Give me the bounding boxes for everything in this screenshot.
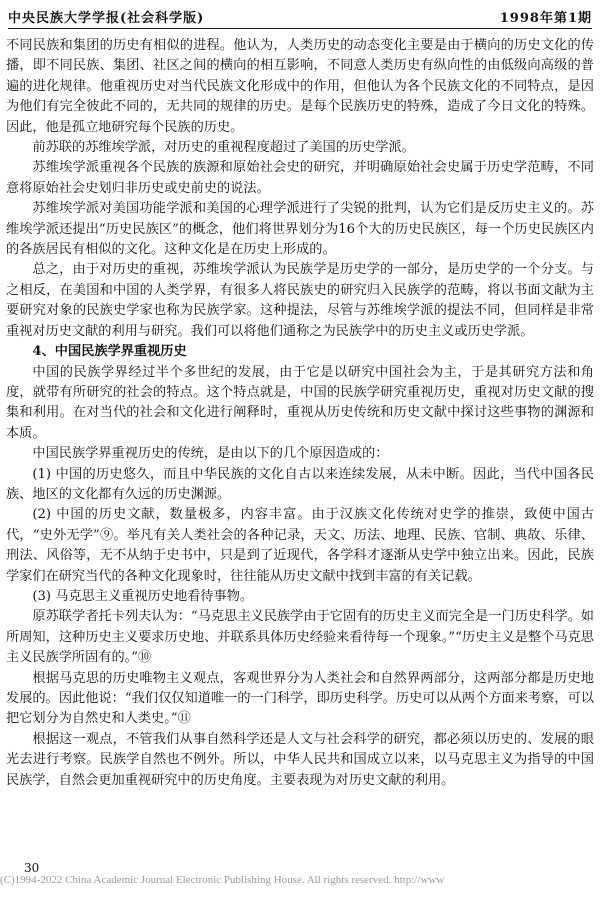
paragraph: 中国民族学界重视历史的传统，是由以下的几个原因造成的： xyxy=(32,446,389,462)
paragraph: 根据马克思的历史唯物主义观点，客观世界分为人类社会和自然界两部分，这两部分都是历史地发展的。因此他说：“我们仅仅知道唯一的一门科学，即历史科学。历史可以从两个方面来考察，可以把它划分为自然史和人类史。”⑪ xyxy=(6,670,594,727)
paragraph: 总之，由于对历史的重视，苏维埃学派认为民族学是历史学的一部分，是历史学的一个分支。与之相反，在美国和中国的人类学界，有很多人将民族史的研究归入民族学的范畴，将以书面文献为主要研究对象的民族史学家也称为民族学家。这种提法，尽管与苏维埃学派的提法不同，但同样是非常重视对历史文献的利用与研究。我们可以将他们通称之为民族学中的历史主义或历史学派。 xyxy=(6,262,594,339)
paragraph: (3) 马克思主义重视历史地看待事物。 xyxy=(32,588,254,604)
journal-title: 中央民族大学学报(社会科学版) xyxy=(8,11,205,26)
running-header xyxy=(8,6,592,29)
paragraph: 原苏联学者托卡列夫认为：“马克思主义民族学由于它固有的历史主义而完全是一门历史科学。如所周知，这种历史主义要求历史地、并联系具体历史经验来看待每一个现象。”“历史主义是整个马克思主义民族学所固有的。”⑩ xyxy=(6,609,594,666)
paragraph: 不同民族和集团的历史有相似的进程。他认为，人类历史的动态变化主要是由于横向的历史文化的传播，即不同民族、集团、社区之间的横向的相互影响，不同意人类历史有纵向性的由低级向高级的普遍的进化规律。他重视历史对当代民族文化形成中的作用，但他认为各个民族文化的不同特点，是因为他们有完全彼此不同的，无共同的规律的历史。是每个民族历史的特殊，造成了今日文化的特殊。因此，他是孤立地研究每个民族的历史。 xyxy=(6,38,594,135)
paragraph: (1) 中国的历史悠久，而且中华民族的文化自古以来连续发展，从未中断。因此，当代中国各民族、地区的文化都有久远的历史渊源。 xyxy=(6,466,594,502)
section-heading: 4、中国民族学界重视历史 xyxy=(32,344,187,360)
article-body xyxy=(6,36,594,791)
paragraph: 苏维埃学派重视各个民族的族源和原始社会史的研究，并明确原始社会史属于历史学范畴，不同意将原始社会史划归非历史或史前史的说法。 xyxy=(6,160,594,196)
paragraph: 苏维埃学派对美国功能学派和美国的心理学派进行了尖锐的批判，认为它们是反历史主义的。苏维埃学派还提出“历史民族区”的概念，他们将世界划分为16个大的历史民族区，每一个历史民族区内的各族居民有相似的文化。这种文化是在历史上形成的。 xyxy=(6,201,594,258)
copyright-notice: (C)1994-2022 China Academic Journal Electronic Publishing House. All rights reserved. http://www xyxy=(0,874,445,886)
issue-label: 1998年第1期 xyxy=(499,11,592,26)
paragraph: (2) 中国的历史文献，数量极多，内容丰富。由于汉族文化传统对史学的推崇，致使中国古代，“史外无学”⑨。举凡有关人类社会的各种记录，天文、历法、地理、民族、官制、典故、乐律、刑法、风俗等，无不从纳于史书中，只是到了近现代，各学科才逐渐从史学中独立出来。因此，民族学家们在研究当代的各种文化现象时，往往能从历史文献中找到丰富的有关记载。 xyxy=(6,507,594,584)
paragraph: 中国的民族学界经过半个多世纪的发展，由于它是以研究中国社会为主，于是其研究方法和角度，就带有所研究的社会的特点。这个特点就是，中国的民族学研究重视历史，重视对历史文献的搜集和利用。在对当代的社会和文化进行阐释时，重视从历史传统和历史文献中探讨这些事物的渊源和本质。 xyxy=(6,364,594,441)
paragraph: 前苏联的苏维埃学派，对历史的重视程度超过了美国的历史学派。 xyxy=(32,140,415,156)
paragraph: 根据这一观点，不管我们从事自然科学还是人文与社会科学的研究，都必须以历史的、发展的眼光去进行考察。民族学自然也不例外。所以，中华人民共和国成立以来，以马克思主义为指导的中国民族学，自然会更加重视研究中的历史角度。主要表现为对历史文献的利用。 xyxy=(6,731,594,788)
page-number: 30 xyxy=(24,861,40,875)
